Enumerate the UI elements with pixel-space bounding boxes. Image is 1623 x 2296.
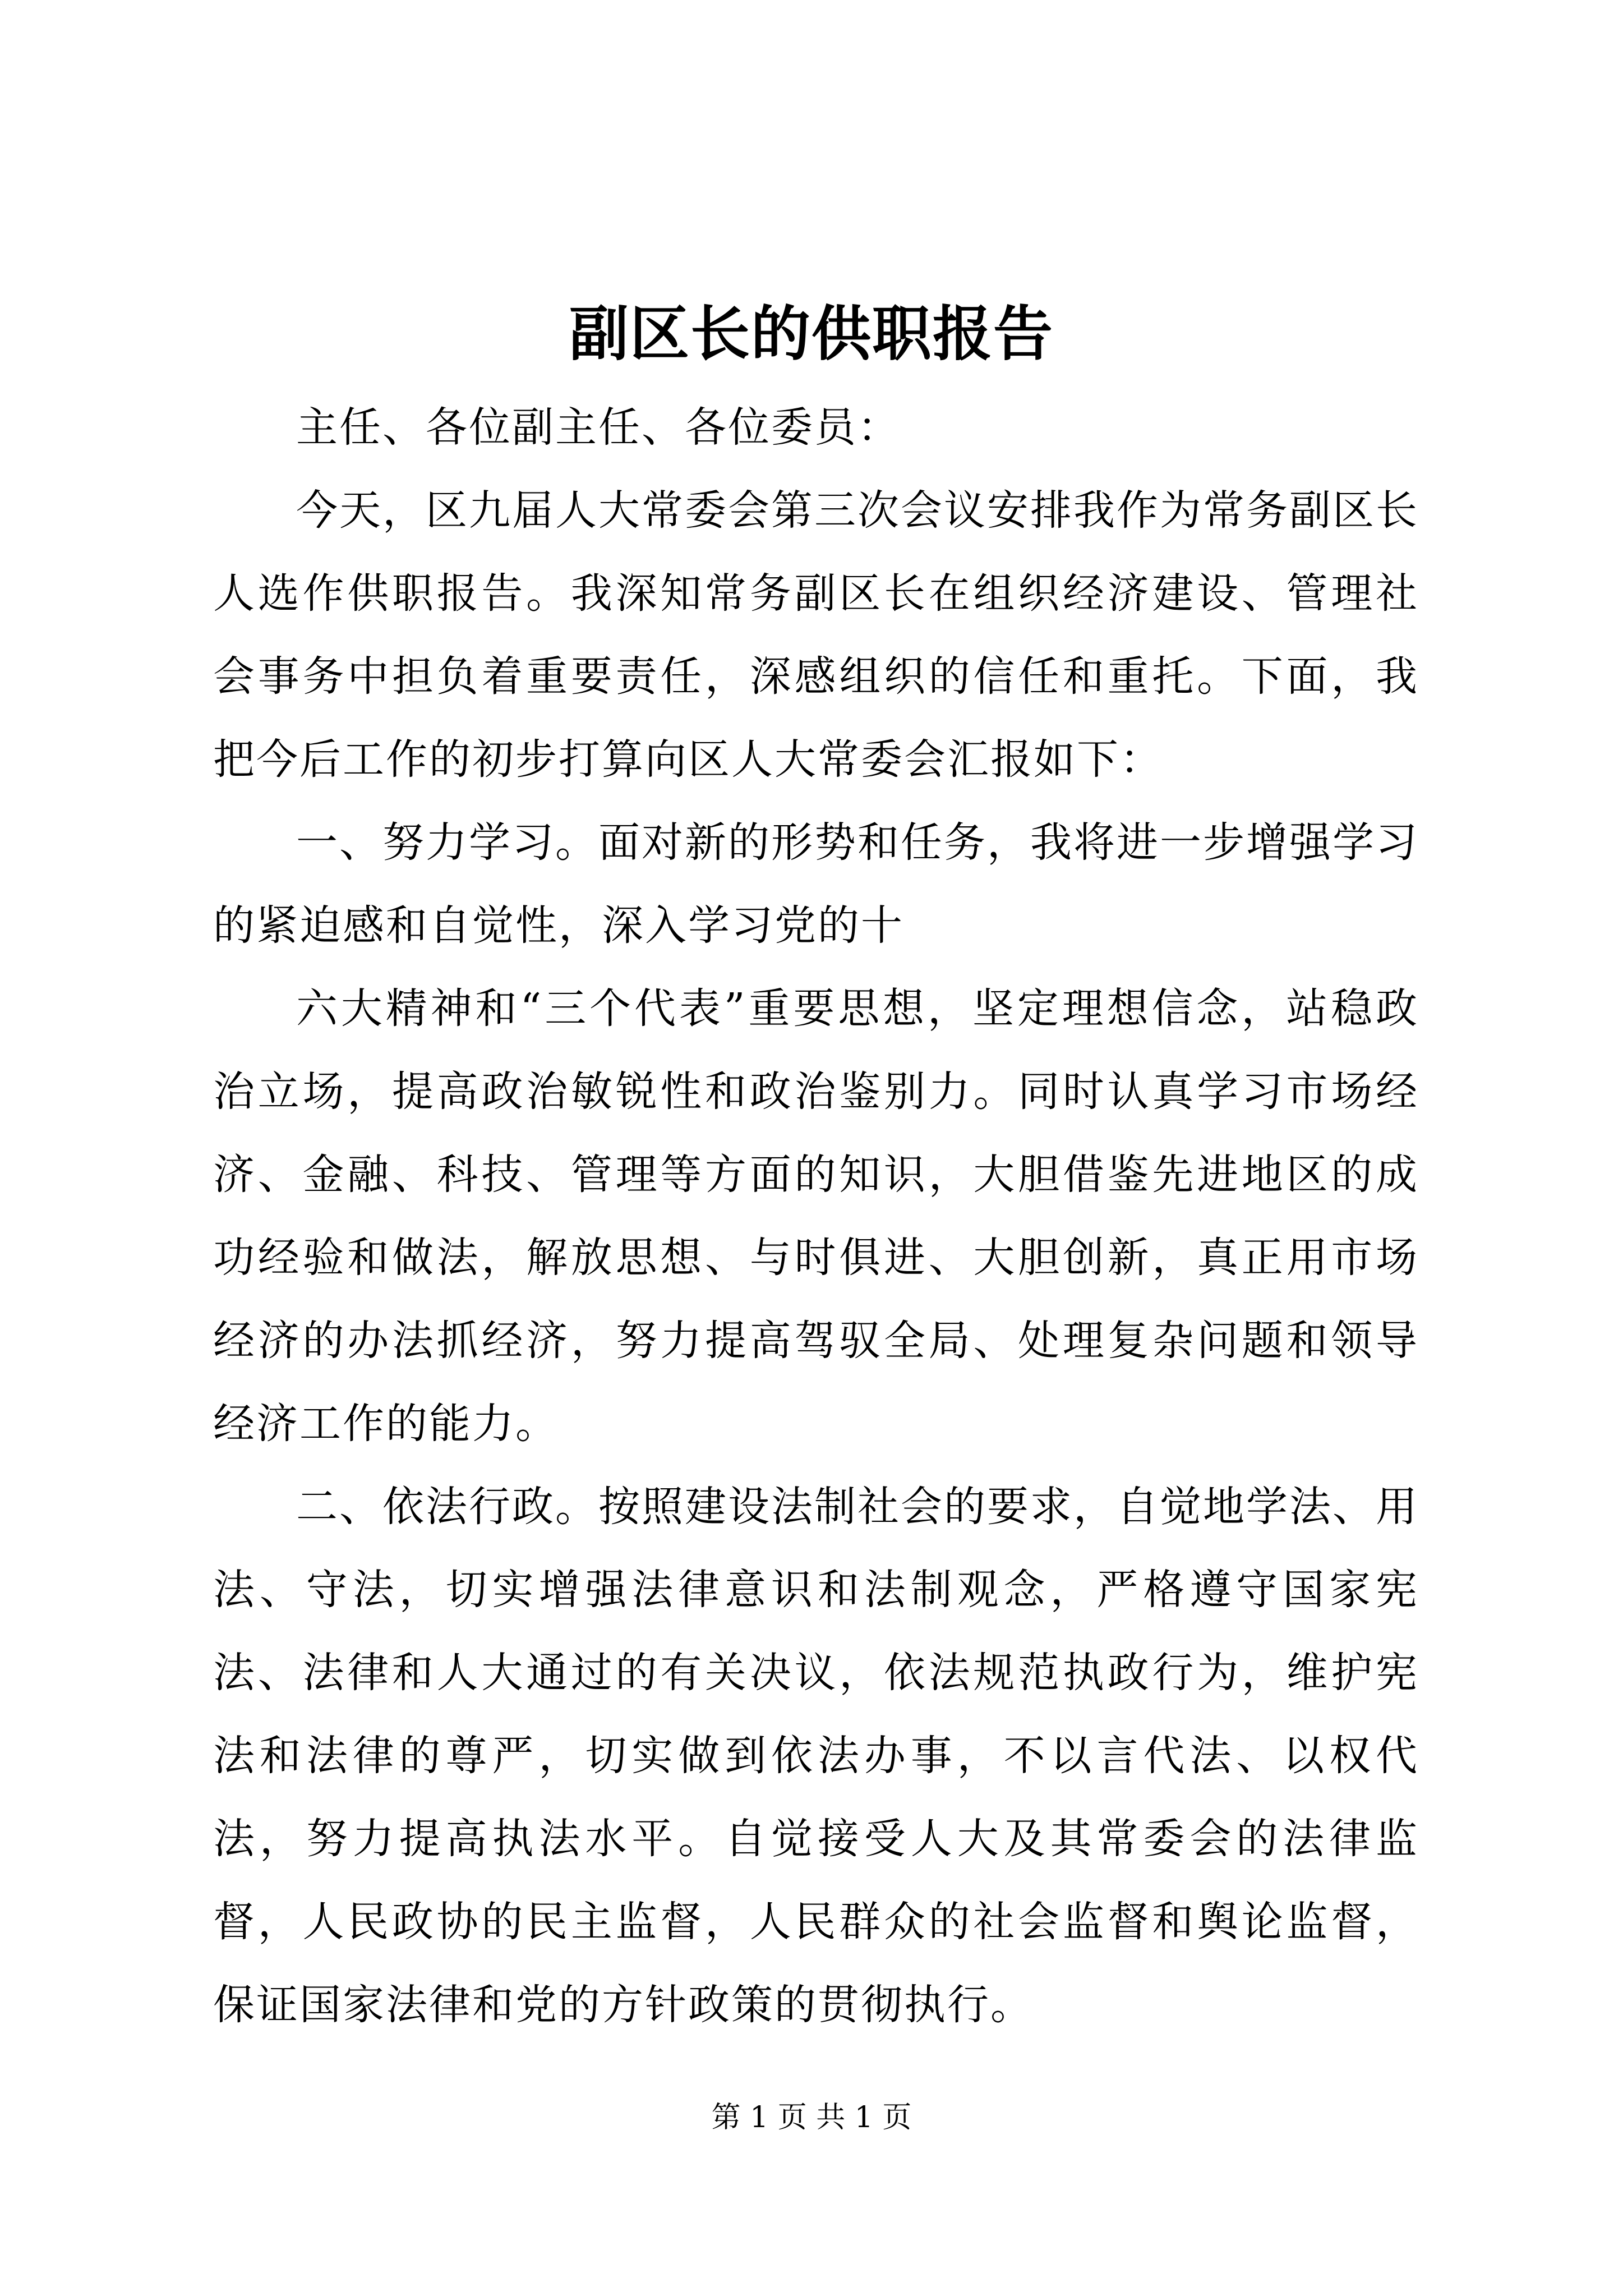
salutation-paragraph: 主任、各位副主任、各位委员： xyxy=(296,403,901,452)
document-title: 副区长的供职报告 xyxy=(569,298,1054,369)
intro-paragraph: 今天，区九届人大常委会第三次会议安排我作为常务副区长人选作供职报告。我深知常务副区长在组织经济建设、管理社会事务中担负着重要责任，深感组织的信任和重托。下面，我把今后工作的初步打算向区人大常委会汇报如下： xyxy=(213,486,1419,784)
page-footer: 第 1 页 共 1 页 xyxy=(711,2101,912,2134)
study-paragraph: 一、努力学习。面对新的形势和任务，我将进一步增强学习的紧迫感和自觉性，深入学习党的十 xyxy=(213,818,1419,950)
law-administration-paragraph: 二、依法行政。按照建设法制社会的要求，自觉地学法、用法、守法，切实增强法律意识和法制观念，严格遵守国家宪法、法律和人大通过的有关决议，依法规范执政行为，维护宪法和法律的尊严，切实做到依法办事，不以言代法、以权代法，努力提高执法水平。自觉接受人大及其常委会的法律监督，人民政协的民主监督，人民群众的社会监督和舆论监督，保证国家法律和党的方针政策的贯彻执行。 xyxy=(213,1483,1419,2029)
document-body xyxy=(213,386,1419,2046)
study-continued-paragraph: 六大精神和“三个代表”重要思想，坚定理想信念，站稳政治立场，提高政治敏锐性和政治鉴别力。同时认真学习市场经济、金融、科技、管理等方面的知识，大胆借鉴先进地区的成功经验和做法，解放思想、与时俱进、大胆创新，真正用市场经济的办法抓经济，努力提高驾驭全局、处理复杂问题和领导经济工作的能力。 xyxy=(213,984,1419,1448)
